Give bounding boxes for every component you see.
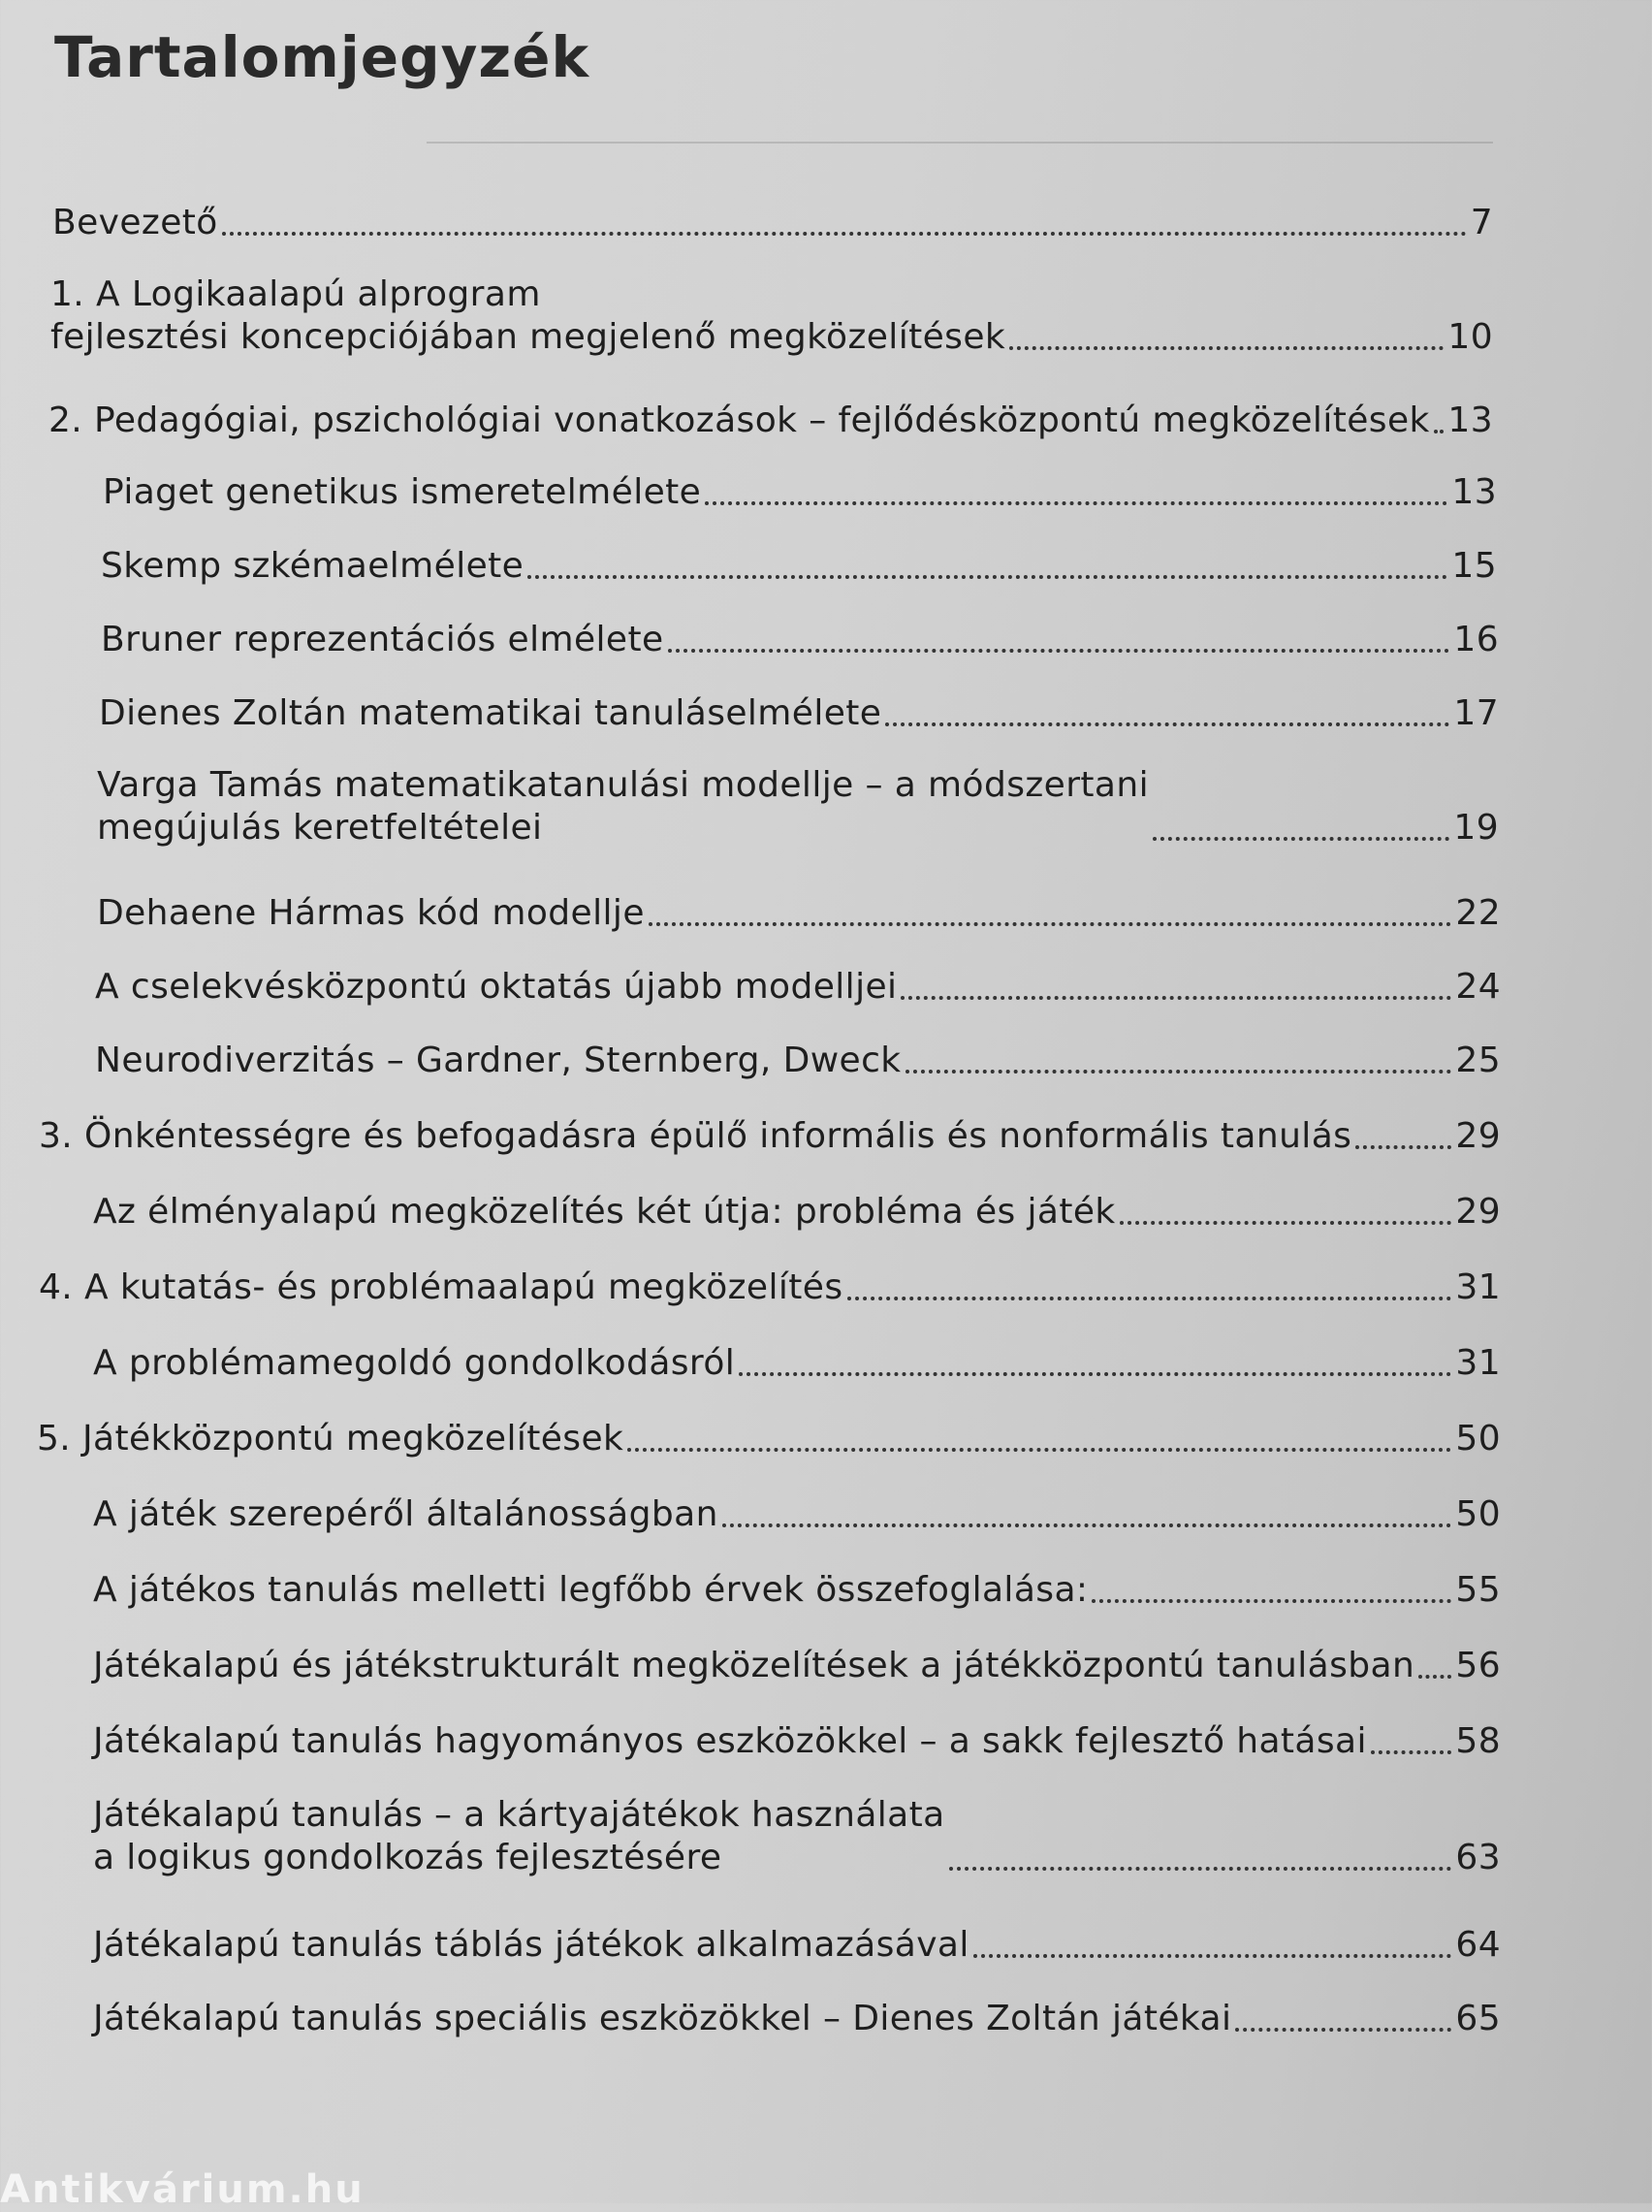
dot-leader: [885, 722, 1449, 726]
toc-entry: [95, 1040, 1501, 1082]
toc-entry: [93, 1998, 1501, 2040]
toc-entry-page: 17: [1453, 693, 1499, 733]
toc-entry-label: 4. A kutatás- és problémaalapú megközelítés: [39, 1267, 843, 1307]
dot-leader: [1120, 1221, 1452, 1225]
toc-entry: [50, 273, 1493, 359]
toc-entry-label: 1. A Logikaalapú alprogram fejlesztési koncepciójában megjelenő megközelítések: [50, 274, 1006, 357]
toc-entry: [93, 1342, 1501, 1385]
dot-leader: [722, 1523, 1452, 1527]
toc-entry-label: 2. Pedagógiai, pszichológiai vonatkozások – fejlődésközpontú megközelítések: [48, 401, 1430, 440]
dot-leader: [1235, 2028, 1451, 2032]
toc-entry-label: Játékalapú és játékstrukturált megközelítések a játékközpontú tanulásban: [93, 1646, 1415, 1685]
toc-entry: [99, 692, 1499, 735]
toc-entry: [93, 1924, 1501, 1967]
dot-leader: [973, 1954, 1452, 1958]
dot-leader: [527, 575, 1447, 579]
toc-entry-page: 22: [1455, 893, 1501, 933]
toc-entry-label: A játékos tanulás melletti legfőbb érvek összefoglalása:: [93, 1570, 1089, 1610]
toc-entry: [93, 1794, 1501, 1879]
toc-entry: [39, 1266, 1501, 1309]
dot-leader: [1153, 837, 1449, 841]
dot-leader: [847, 1297, 1452, 1300]
dot-leader: [901, 996, 1451, 1000]
toc-entry-label: Játékalapú tanulás speciális eszközökkel – Dienes Zoltán játékai: [93, 1999, 1232, 2038]
dot-leader: [1371, 1750, 1451, 1754]
toc-entry-page: 10: [1447, 317, 1493, 357]
toc-entry: [52, 202, 1493, 244]
toc-entry-label: Dehaene Hármas kód modellje: [97, 893, 645, 933]
toc-entry: [93, 1569, 1501, 1612]
toc-entry: [39, 1115, 1501, 1158]
dot-leader: [668, 649, 1450, 653]
toc-entry-page: 19: [1453, 808, 1499, 848]
dot-leader: [222, 232, 1467, 236]
dot-leader: [739, 1372, 1451, 1376]
toc-entry-page: 15: [1451, 546, 1497, 586]
toc-entry: [93, 1493, 1501, 1536]
toc-entry-label: 3. Önkéntességre és befogadásra épülő informális és nonformális tanulás: [39, 1116, 1352, 1156]
toc-entry-label: A problémamegoldó gondolkodásról: [93, 1343, 736, 1383]
toc-entry-label: A játék szerepéről általánosságban: [93, 1494, 718, 1534]
toc-entry-page: 64: [1455, 1925, 1501, 1965]
toc-entry-page: 63: [1455, 1838, 1501, 1877]
toc-entry-label: Bevezető: [52, 203, 218, 242]
toc-entry-label: Skemp szkémaelmélete: [101, 546, 524, 586]
toc-entry-label: Neurodiverzitás – Gardner, Sternberg, Dweck: [95, 1041, 902, 1080]
dot-leader: [1355, 1145, 1451, 1149]
watermark: Antikvárium.hu: [0, 2167, 365, 2212]
toc-entry-page: 13: [1447, 401, 1493, 440]
toc-entry-page: 55: [1455, 1570, 1501, 1610]
dot-leader: [905, 1070, 1452, 1074]
toc-entry-page: 31: [1455, 1267, 1501, 1307]
toc-entry-label: Bruner reprezentációs elmélete: [101, 620, 664, 659]
toc-entry: [103, 471, 1497, 514]
toc-entry-label: Játékalapú tanulás – a kártyajátékok használata a logikus gondolkozás fejlesztésére: [93, 1795, 945, 1877]
toc-entry-page: 56: [1455, 1646, 1501, 1685]
toc-entry-label: 5. Játékközpontú megközelítések: [37, 1419, 624, 1459]
toc-entry: [37, 1418, 1501, 1460]
toc-entry-label: A cselekvésközpontú oktatás újabb modelljei: [95, 967, 898, 1007]
toc-entry: [93, 1720, 1501, 1763]
dot-leader: [949, 1867, 1452, 1871]
dot-leader: [1434, 430, 1445, 433]
toc-entry: [97, 764, 1499, 850]
toc-entry-label: Dienes Zoltán matematikai tanuláselmélete: [99, 693, 882, 733]
toc-entry: [101, 545, 1497, 588]
dot-leader: [649, 922, 1452, 926]
toc-entry-label: Piaget genetikus ismeretelmélete: [103, 472, 702, 512]
toc-entry-page: 13: [1451, 472, 1497, 512]
toc-entry: [93, 1191, 1501, 1234]
toc-entry-label: Varga Tamás matematikatanulási modellje – a módszertani megújulás keretfeltételei: [97, 765, 1150, 848]
toc-entry: [101, 619, 1499, 661]
toc-entry-page: 29: [1455, 1116, 1501, 1156]
toc-entry-page: 58: [1455, 1721, 1501, 1761]
toc-entry: [97, 892, 1501, 935]
dot-leader: [1009, 346, 1444, 350]
toc-entry-page: 31: [1455, 1343, 1501, 1383]
toc-entry-page: 16: [1453, 620, 1499, 659]
toc-entry-label: Játékalapú tanulás hagyományos eszközökkel – a sakk fejlesztő hatásai: [93, 1721, 1367, 1761]
toc-entry-label: Az élményalapú megközelítés két útja: probléma és játék: [93, 1192, 1116, 1232]
toc-entry-page: 7: [1470, 203, 1493, 242]
dot-leader: [1092, 1599, 1451, 1603]
toc-entry: [48, 400, 1493, 442]
dot-leader: [705, 501, 1447, 505]
dot-leader: [627, 1448, 1451, 1452]
dot-leader: [1418, 1675, 1451, 1679]
toc-entry-page: 50: [1455, 1419, 1501, 1459]
toc-entry-page: 24: [1455, 967, 1501, 1007]
toc-entry-page: 29: [1455, 1192, 1501, 1232]
toc-entry: [93, 1645, 1501, 1687]
toc-entry: [95, 966, 1501, 1009]
toc-entry-label: Játékalapú tanulás táblás játékok alkalmazásával: [93, 1925, 969, 1965]
page-title: Tartalomjegyzék: [54, 24, 590, 90]
toc-entry-page: 50: [1455, 1494, 1501, 1534]
toc-entry-page: 25: [1455, 1041, 1501, 1080]
toc-entry-page: 65: [1455, 1999, 1501, 2038]
